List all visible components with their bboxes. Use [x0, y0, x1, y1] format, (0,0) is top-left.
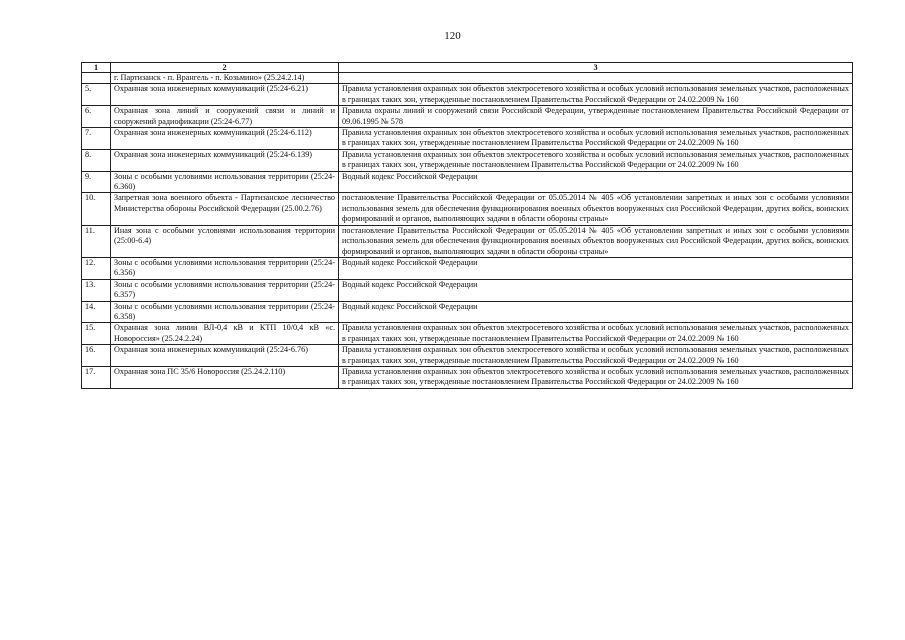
legal-basis: Правила установления охранных зон объектов электросетевого хозяйства и особых условий использования земельных участков, расположенных в границах таких зон, утвержденные постановлением Правительства Российской Федерации от 24.02.2009 № 160	[339, 84, 853, 106]
row-number: 5.	[82, 84, 111, 106]
row-number: 15.	[82, 323, 111, 345]
zones-table	[81, 62, 853, 389]
zone-name: Охранная зона линии ВЛ-0,4 кВ и КТП 10/0,4 кВ «с. Новороссия» (25.24.2.24)	[111, 323, 339, 345]
zone-name: Охранная зона инженерных коммуникаций (25:24-6.112)	[111, 128, 339, 150]
table-row	[82, 257, 853, 279]
table-row	[82, 279, 853, 301]
legal-basis: Правила установления охранных зон объектов электросетевого хозяйства и особых условий использования земельных участков, расположенных в границах таких зон, утвержденные постановлением Правительства Российской Федерации от 24.02.2009 № 160	[339, 128, 853, 150]
zone-name: Иная зона с особыми условиями использования территории (25:00-6.4)	[111, 225, 339, 257]
zone-name: Зоны с особыми условиями использования территории (25:24-6.360)	[111, 171, 339, 193]
zone-name: Зоны с особыми условиями использования территории (25:24-6.358)	[111, 301, 339, 323]
row-number: 12.	[82, 257, 111, 279]
legal-basis: Водный кодекс Российской Федерации	[339, 257, 853, 279]
table-row	[82, 225, 853, 257]
legal-basis	[339, 73, 853, 84]
zone-name: г. Партизанск - п. Врангель - п. Козьмино» (25.24.2.14)	[111, 73, 339, 84]
table-row	[82, 84, 853, 106]
table-row	[82, 128, 853, 150]
legal-basis: Правила установления охранных зон объектов электросетевого хозяйства и особых условий использования земельных участков, расположенных в границах таких зон, утвержденные постановлением Правительства Российской Федерации от 24.02.2009 № 160	[339, 345, 853, 367]
legal-basis: постановление Правительства Российской Федерации от 05.05.2014 № 405 «Об установлении запретных и иных зон с особыми условиями использования земель для обеспечения функционирования военных объектов вооруженных сил Российской Федерации, других войск, воинских формирований и органов, выполняющих задачи в области обороны страны»	[339, 225, 853, 257]
row-number: 9.	[82, 171, 111, 193]
zone-name: Зоны с особыми условиями использования территории (25:24-6.356)	[111, 257, 339, 279]
row-number: 11.	[82, 225, 111, 257]
column-header-3: 3	[339, 63, 853, 73]
legal-basis: Водный кодекс Российской Федерации	[339, 279, 853, 301]
row-number: 13.	[82, 279, 111, 301]
table-row	[82, 193, 853, 225]
table-row	[82, 171, 853, 193]
zone-name: Запретная зона военного объекта - Партизанское лесничество Министерства обороны Российской Федерации (25.00.2.76)	[111, 193, 339, 225]
page-number: 120	[444, 30, 461, 42]
row-number: 16.	[82, 345, 111, 367]
table-row	[82, 366, 853, 388]
table-header-row	[82, 63, 853, 73]
table-row	[82, 301, 853, 323]
legal-basis: Правила установления охранных зон объектов электросетевого хозяйства и особых условий использования земельных участков, расположенных в границах таких зон, утвержденные постановлением Правительства Российской Федерации от 24.02.2009 № 160	[339, 149, 853, 171]
zone-name: Зоны с особыми условиями использования территории (25:24-6.357)	[111, 279, 339, 301]
legal-basis: Правила охраны линий и сооружений связи Российской Федерации, утвержденные постановлением Правительства Российской Федерации от 09.06.1995 № 578	[339, 106, 853, 128]
row-number: 7.	[82, 128, 111, 150]
table-row-continued	[82, 73, 853, 84]
legal-basis: Правила установления охранных зон объектов электросетевого хозяйства и особых условий использования земельных участков, расположенных в границах таких зон, утвержденные постановлением Правительства Российской Федерации от 24.02.2009 № 160	[339, 366, 853, 388]
table-row	[82, 149, 853, 171]
legal-basis: Правила установления охранных зон объектов электросетевого хозяйства и особых условий использования земельных участков, расположенных в границах таких зон, утвержденные постановлением Правительства Российской Федерации от 24.02.2009 № 160	[339, 323, 853, 345]
legal-basis: постановление Правительства Российской Федерации от 05.05.2014 № 405 «Об установлении запретных и иных зон с особыми условиями использования земель для обеспечения функционирования военных объектов вооруженных сил Российской Федерации, других войск, воинских формирований и органов, выполняющих задачи в области обороны страны»	[339, 193, 853, 225]
legal-basis: Водный кодекс Российской Федерации	[339, 301, 853, 323]
row-number	[82, 73, 111, 84]
table-row	[82, 323, 853, 345]
zone-name: Охранная зона инженерных коммуникаций (25:24-6.76)	[111, 345, 339, 367]
zone-name: Охранная зона линий и сооружений связи и линий и сооружений радиофикации (25:24-6.77)	[111, 106, 339, 128]
row-number: 14.	[82, 301, 111, 323]
column-header-2: 2	[111, 63, 339, 73]
zone-name: Охранная зона инженерных коммуникаций (25:24-6.21)	[111, 84, 339, 106]
zone-name: Охранная зона инженерных коммуникаций (25:24-6.139)	[111, 149, 339, 171]
row-number: 8.	[82, 149, 111, 171]
table-row	[82, 106, 853, 128]
row-number: 10.	[82, 193, 111, 225]
column-header-1: 1	[82, 63, 111, 73]
zone-name: Охранная зона ПС 35/6 Новороссия (25.24.2.110)	[111, 366, 339, 388]
row-number: 17.	[82, 366, 111, 388]
table-row	[82, 345, 853, 367]
row-number: 6.	[82, 106, 111, 128]
legal-basis: Водный кодекс Российской Федерации	[339, 171, 853, 193]
